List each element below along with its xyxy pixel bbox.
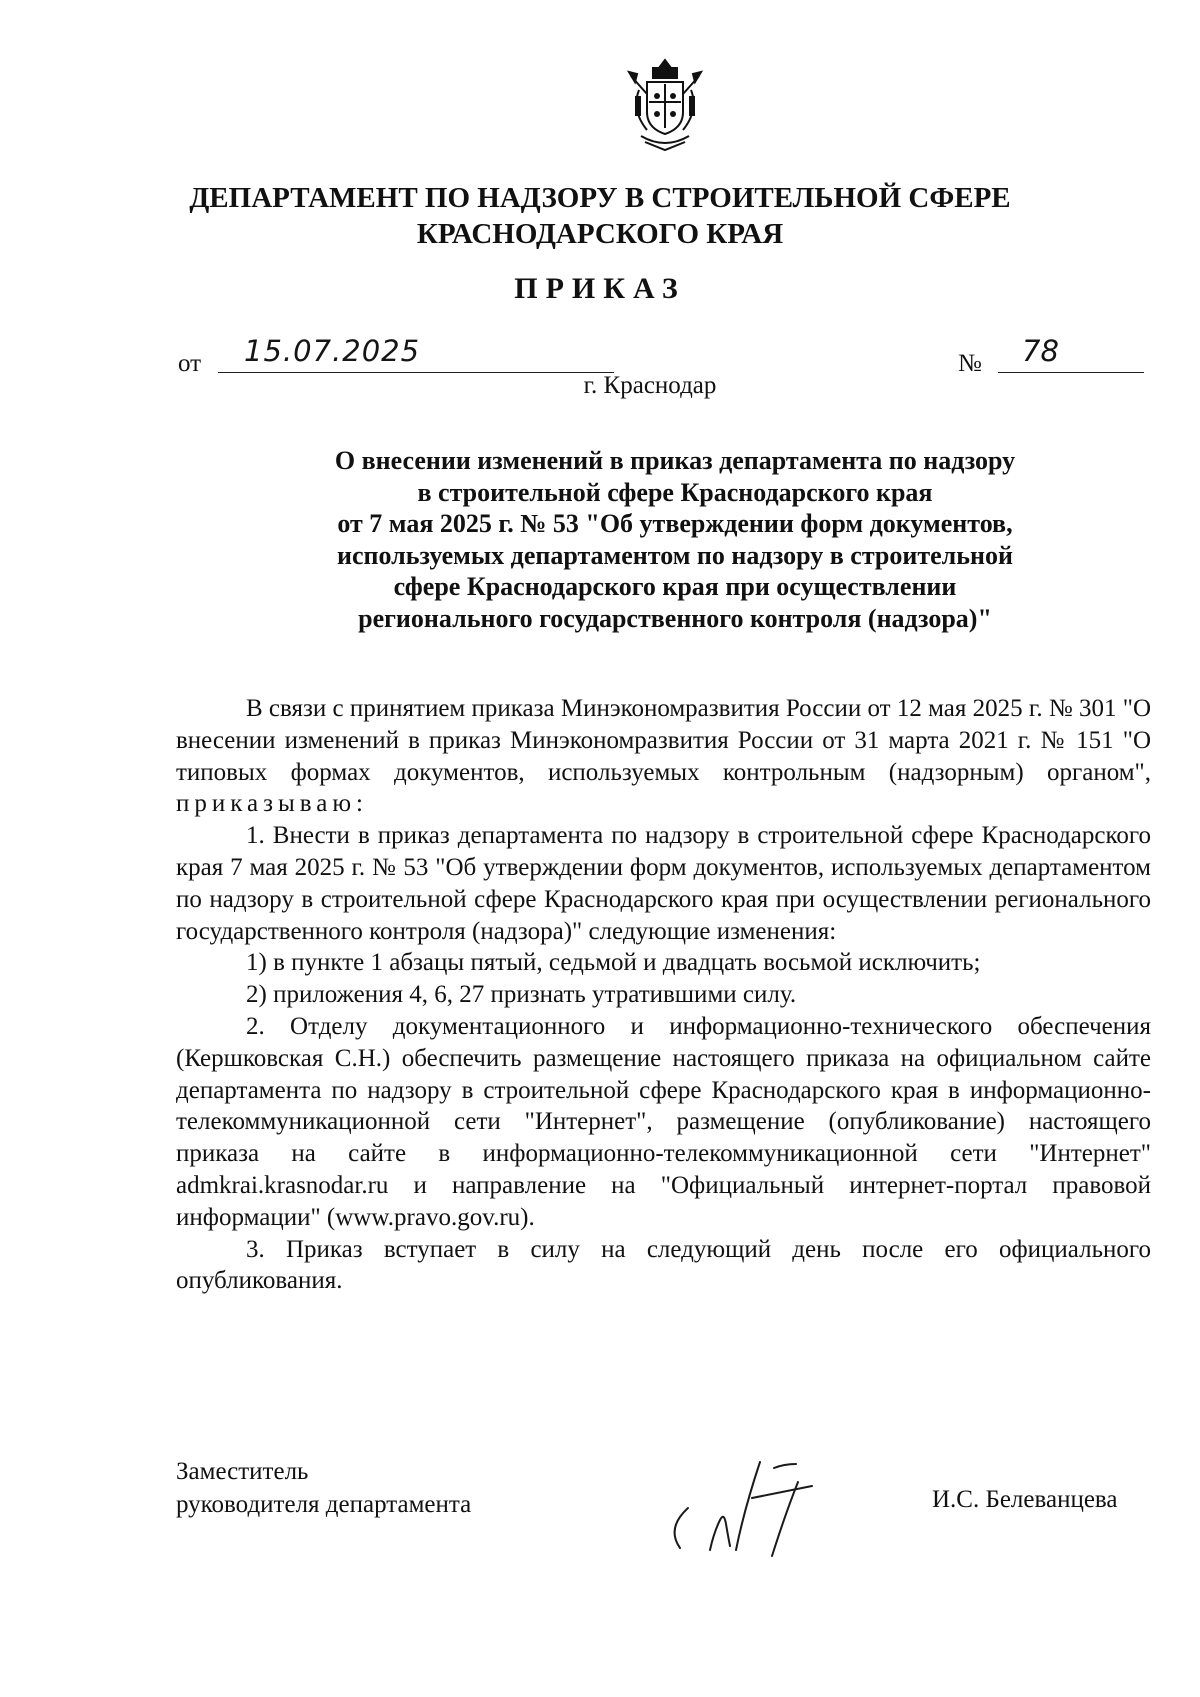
department-name: [0, 180, 1200, 252]
signer-name: И.С. Белеванцева: [932, 1486, 1118, 1513]
signer-position: [176, 1455, 471, 1521]
subject-line: О внесении изменений в приказ департамента по надзору: [334, 446, 1016, 475]
department-line-1: ДЕПАРТАМЕНТ ПО НАДЗОРУ В СТРОИТЕЛЬНОЙ СФЕРЕ: [189, 182, 1011, 214]
document-body: [176, 693, 1151, 1297]
coat-of-arms-emblem: [619, 56, 711, 156]
date-field: [218, 332, 614, 373]
subject-line: используемых департаментом по надзору в строительной: [337, 540, 1013, 570]
item-1-sub-2: 2) приложения 4, 6, 27 признать утратившими силу.: [246, 981, 797, 1009]
subject-line: сфере Краснодарского края при осуществлении: [393, 572, 957, 601]
preamble-paragraph: [176, 693, 1151, 820]
date-number-row: [178, 332, 1148, 376]
department-line-2: КРАСНОДАРСКОГО КРАЯ: [416, 218, 784, 250]
item-1-sub-1: 1) в пункте 1 абзацы пятый, седьмой и двадцать восьмой исключить;: [246, 949, 981, 977]
subject-line: от 7 мая 2025 г. № 53 "Об утверждении форм документов,: [337, 509, 1013, 538]
document-type: ПРИКАЗ: [514, 272, 686, 305]
signer-position-line-1: Заместитель: [176, 1458, 309, 1485]
subject-line: регионального государственного контроля (надзора)": [358, 603, 992, 633]
item-1: 1. Внести в приказ департамента по надзору в строительной сфере Краснодарского края 7 мая 2025 г. № 53 "Об утверждении форм документов, используемых департаментом по надзору в строительной сфере Краснодарского края при осуществлении регионального государственного контроля (надзора)" следующие изменения:: [176, 822, 1151, 945]
date-prefix: от: [178, 350, 202, 377]
item-3: 3. Приказ вступает в силу на следующий день после его официального опубликования.: [176, 1235, 1151, 1295]
number-value: 78: [1022, 334, 1059, 368]
document-subject: [200, 445, 1150, 634]
signer-position-line-2: руководителя департамента: [176, 1491, 472, 1518]
preamble-keyword: приказываю:: [176, 790, 368, 818]
preamble-text: В связи с принятием приказа Минэкономразвития России от 12 мая 2025 г. № 301 "О внесении изменений в приказ Минэкономразвития России от 31 марта 2021 г. № 151 "О типовых формах документов, используемых контрольным (надзорным) органом",: [176, 695, 1151, 786]
number-label: №: [958, 350, 982, 377]
handwritten-signature: [650, 1420, 870, 1560]
item-2: 2. Отделу документационного и информационно-технического обеспечения (Кершковская С.Н.) обеспечить размещение настоящего приказа на официальном сайте департамента по надзору в строительной сфере Краснодарского края в информационно-телекоммуникационной сети "Интернет", размещение (опубликование) настоящего приказа на сайте в информационно-телекоммуникационной сети "Интернет" admkrai.krasnodar.ru и направление на "Официальный интернет-портал правовой информации" (www.pravo.gov.ru).: [176, 1012, 1151, 1231]
date-value: 15.07.2025: [244, 334, 421, 368]
number-field: [998, 332, 1144, 373]
subject-line: в строительной сфере Краснодарского края: [417, 477, 933, 507]
city: г. Краснодар: [583, 372, 717, 399]
